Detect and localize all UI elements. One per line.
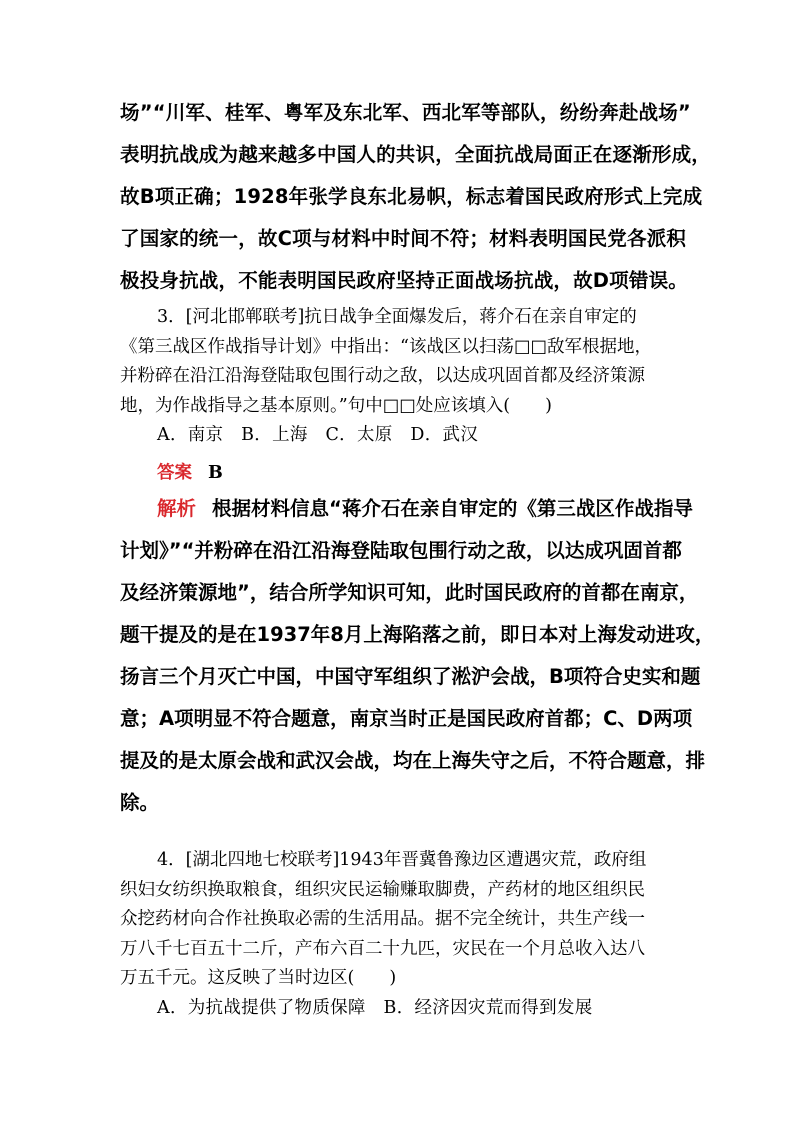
analysis-line: 除。 bbox=[120, 791, 160, 814]
analysis-label: 解析 bbox=[157, 497, 197, 520]
question-3-line: 《第三战区作战指导计划》中指出：“该战区以扫荡□□敌军根据地， bbox=[120, 336, 653, 357]
answer-label: 答案 bbox=[157, 463, 192, 483]
analysis-line: 计划》”“并粉碎在沿江沿海登陆取包围行动之敌，以达成巩固首都 bbox=[120, 539, 682, 562]
answer-value: B bbox=[208, 463, 223, 483]
analysis-line: 题干提及的是在1937年8月上海陷落之前，即日本对上海发动进攻， bbox=[120, 623, 715, 646]
analysis-line: 提及的是太原会战和武汉会战，均在上海失守之后，不符合题意，排 bbox=[120, 749, 706, 772]
analysis-line: 意；A项明显不符合题意，南京当时正是国民政府首都；C、D两项 bbox=[120, 707, 693, 730]
analysis-line: 及经济策源地”，结合所学知识可知，此时国民政府的首都在南京， bbox=[120, 581, 699, 604]
question-4-line: 万五千元。这反映了当时边区( ) bbox=[120, 968, 397, 988]
question-4 bbox=[120, 846, 680, 1023]
explanation-line: 表明抗战成为越来越多中国人的共识，全面抗战局面正在逐渐形成， bbox=[120, 143, 712, 166]
question-3-line: 地，为作战指导之基本原则。”句中□□处应该填入( ) bbox=[120, 395, 552, 416]
question-3 bbox=[120, 303, 680, 451]
explanation-line: 了国家的统一，故C项与材料中时间不符；材料表明国民党各派积 bbox=[120, 227, 687, 250]
question-4-options: A．为抗战提供了物质保障 B．经济因灾荒而得到发展 bbox=[157, 997, 593, 1018]
question-3-line: 并粉碎在沿江沿海登陆取包围行动之敌，以达成巩固首都及经济策源 bbox=[120, 366, 645, 386]
analysis-line: 扬言三个月灭亡中国，中国守军组织了淞沪会战，B项符合史实和题 bbox=[120, 665, 701, 688]
question-4-line: 4．[湖北四地七校联考]1943年晋冀鲁豫边区遭遇灾荒，政府组 bbox=[157, 850, 647, 870]
question-4-line: 织妇女纺织换取粮食，组织灾民运输赚取脚费，产药材的地区组织民 bbox=[120, 879, 645, 900]
explanation-line: 极投身抗战，不能表明国民政府坚持正面战场抗战，故D项错误。 bbox=[120, 269, 688, 292]
analysis-line-first bbox=[120, 488, 693, 530]
question-3-analysis bbox=[120, 488, 715, 824]
question-3-answer bbox=[157, 459, 223, 487]
question-3-options: A．南京 B．上海 C．太原 D．武汉 bbox=[157, 425, 479, 445]
analysis-text: 根据材料信息“蒋介石在亲自审定的《第三战区作战指导 bbox=[212, 497, 693, 520]
question-3-line: 3．[河北邯郸联考]抗日战争全面爆发后，蒋介石在亲自审定的 bbox=[157, 307, 637, 327]
question-4-line: 众挖药材向合作社换取必需的生活用品。据不完全统计，共生产线一 bbox=[120, 909, 645, 929]
prev-explanation bbox=[120, 92, 712, 302]
question-4-line: 万八千七百五十二斤，产布六百二十九匹，灾民在一个月总收入达八 bbox=[120, 938, 645, 959]
explanation-line: 故B项正确；1928年张学良东北易帜，标志着国民政府形式上完成 bbox=[120, 185, 703, 208]
explanation-line: 场”“川军、桂军、粤军及东北军、西北军等部队，纷纷奔赴战场” bbox=[120, 101, 691, 124]
